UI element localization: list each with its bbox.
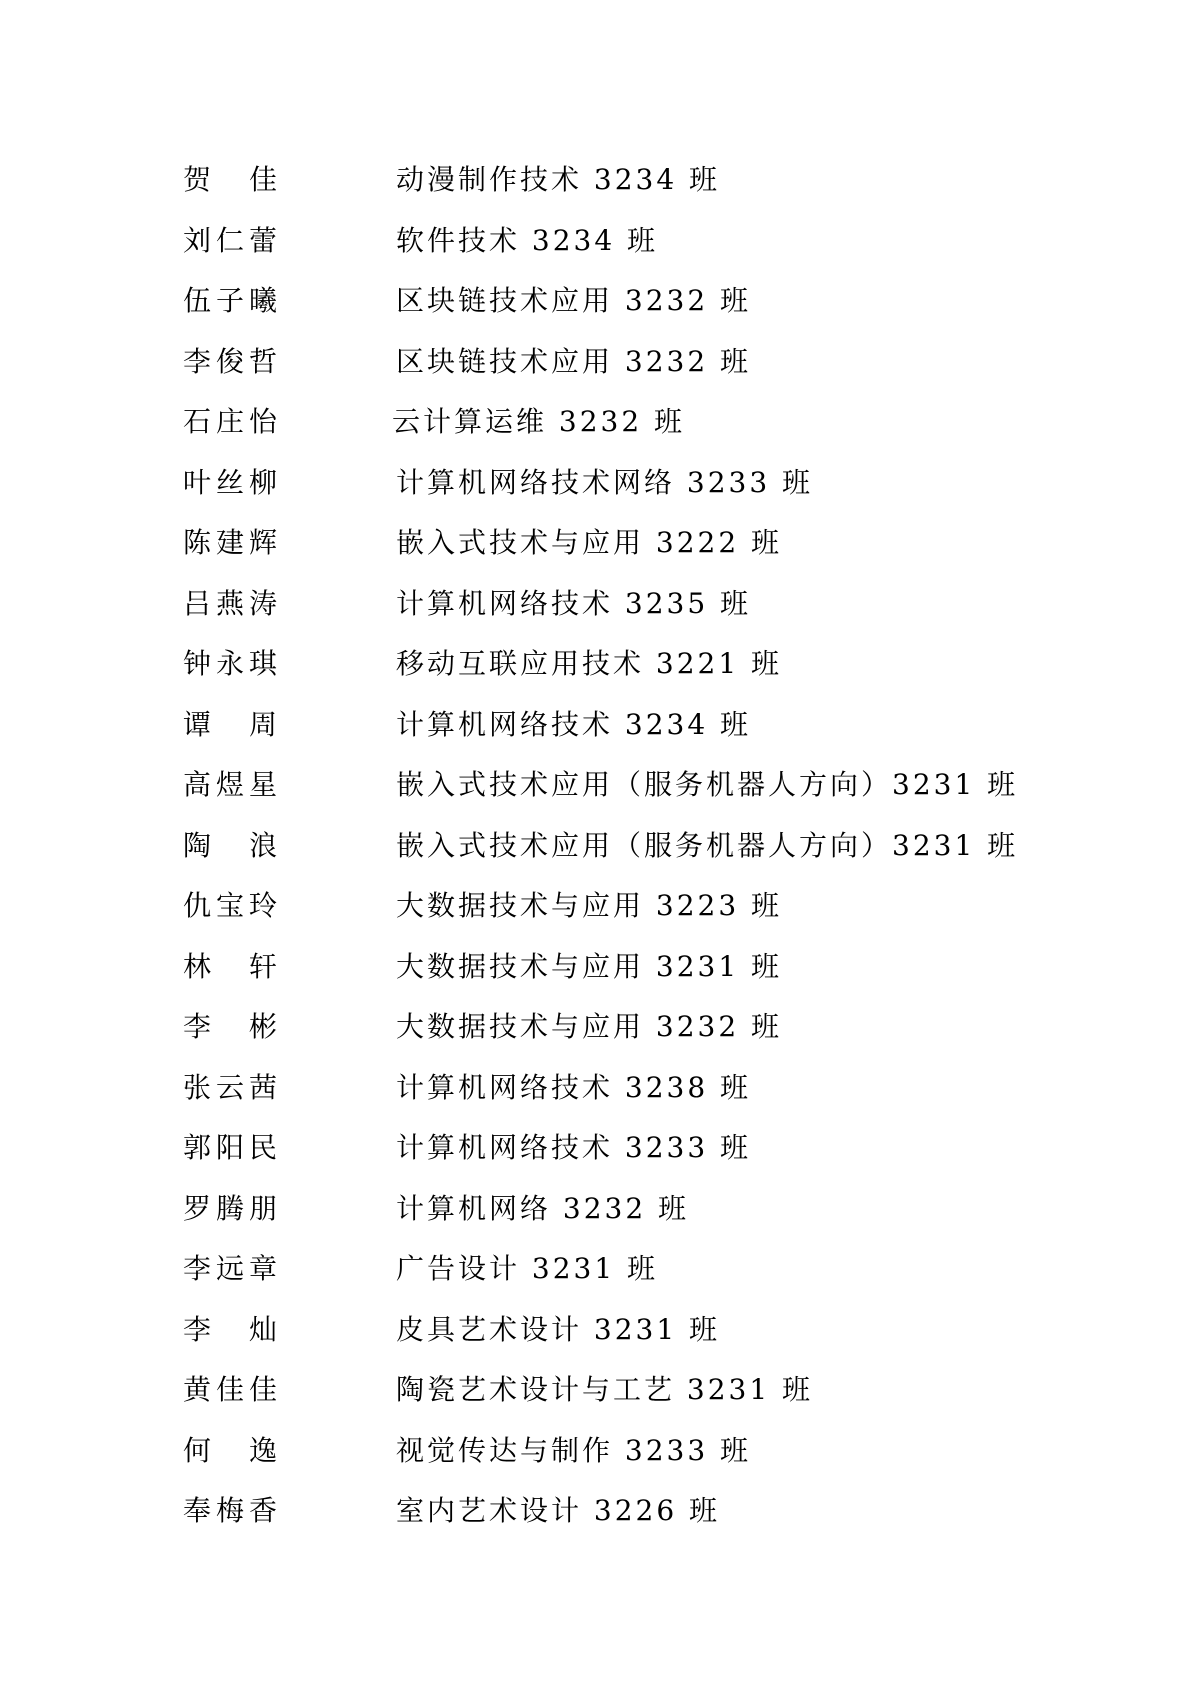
class-name: 区块链技术应用 3232 班 [396, 284, 752, 317]
student-name: 刘 仁 蕾 [183, 223, 277, 257]
roster-row [183, 1060, 1043, 1121]
class-name: 计算机网络技术网络 3233 班 [396, 465, 814, 499]
roster-row [183, 213, 1043, 274]
class-name: 大数据技术与应用 3231 班 [396, 949, 783, 983]
class-name: 区块链技术应用 3232 班 [396, 344, 752, 378]
student-name: 贺 佳 [183, 163, 277, 196]
class-name: 计算机网络技术 3233 班 [396, 1131, 752, 1164]
student-name: 叶 丝 柳 [183, 465, 277, 499]
student-name: 李 彬 [183, 1010, 277, 1043]
roster-row [183, 1302, 1043, 1363]
roster-row [183, 1241, 1043, 1302]
roster-row [183, 757, 1043, 818]
class-name: 动漫制作技术 3234 班 [396, 163, 721, 196]
student-name: 郭 阳 民 [183, 1131, 277, 1164]
roster-row [183, 878, 1043, 939]
roster-row [183, 636, 1043, 697]
student-name: 谭 周 [183, 707, 277, 741]
student-name: 罗 腾 朋 [183, 1191, 277, 1225]
student-name: 李 远 章 [183, 1252, 277, 1285]
roster-row [183, 576, 1043, 637]
student-name: 伍 子 曦 [183, 284, 277, 317]
roster-row [183, 334, 1043, 395]
student-name: 张 云 茜 [183, 1070, 277, 1104]
roster-row [183, 697, 1043, 758]
class-name: 大数据技术与应用 3232 班 [396, 1010, 783, 1043]
class-name: 移动互联应用技术 3221 班 [396, 647, 783, 680]
class-name: 计算机网络技术 3238 班 [396, 1070, 752, 1104]
class-name: 嵌入式技术与应用 3222 班 [396, 526, 783, 559]
student-roster [183, 152, 1043, 1544]
student-name: 钟 永 琪 [183, 647, 277, 680]
student-name: 陶 浪 [183, 828, 277, 862]
roster-row [183, 818, 1043, 879]
class-name: 软件技术 3234 班 [396, 223, 659, 257]
roster-row [183, 1423, 1043, 1484]
student-name: 仇 宝 玲 [183, 889, 277, 922]
student-name: 奉 梅 香 [183, 1494, 277, 1527]
roster-row [183, 394, 1043, 455]
roster-row [183, 515, 1043, 576]
class-name: 陶瓷艺术设计与工艺 3231 班 [396, 1373, 814, 1406]
student-name: 石 庄 怡 [183, 405, 277, 438]
roster-row [183, 1181, 1043, 1242]
roster-row [183, 1120, 1043, 1181]
student-name: 李 灿 [183, 1312, 277, 1346]
class-name: 广告设计 3231 班 [396, 1252, 659, 1285]
student-name: 高 煜 星 [183, 768, 277, 801]
student-name: 林 轩 [183, 949, 277, 983]
roster-row [183, 999, 1043, 1060]
student-name: 李 俊 哲 [183, 344, 277, 378]
roster-row [183, 152, 1043, 213]
class-name: 视觉传达与制作 3233 班 [396, 1433, 752, 1467]
class-name: 皮具艺术设计 3231 班 [396, 1312, 721, 1346]
class-name: 嵌入式技术应用（服务机器人方向）3231 班 [396, 768, 1019, 801]
student-name: 陈 建 辉 [183, 526, 277, 559]
roster-row [183, 939, 1043, 1000]
class-name: 大数据技术与应用 3223 班 [396, 889, 783, 922]
class-name: 计算机网络 3232 班 [396, 1191, 690, 1225]
student-name: 黄 佳 佳 [183, 1373, 277, 1406]
class-name: 计算机网络技术 3234 班 [396, 707, 752, 741]
class-name: 室内艺术设计 3226 班 [396, 1494, 721, 1527]
roster-row [183, 1362, 1043, 1423]
class-name: 云计算运维 3232 班 [392, 405, 686, 438]
class-name: 计算机网络技术 3235 班 [396, 586, 752, 620]
student-name: 何 逸 [183, 1433, 277, 1467]
student-name: 吕 燕 涛 [183, 586, 277, 620]
roster-row [183, 455, 1043, 516]
class-name: 嵌入式技术应用（服务机器人方向）3231 班 [396, 828, 1019, 862]
roster-row [183, 1483, 1043, 1544]
roster-row [183, 273, 1043, 334]
